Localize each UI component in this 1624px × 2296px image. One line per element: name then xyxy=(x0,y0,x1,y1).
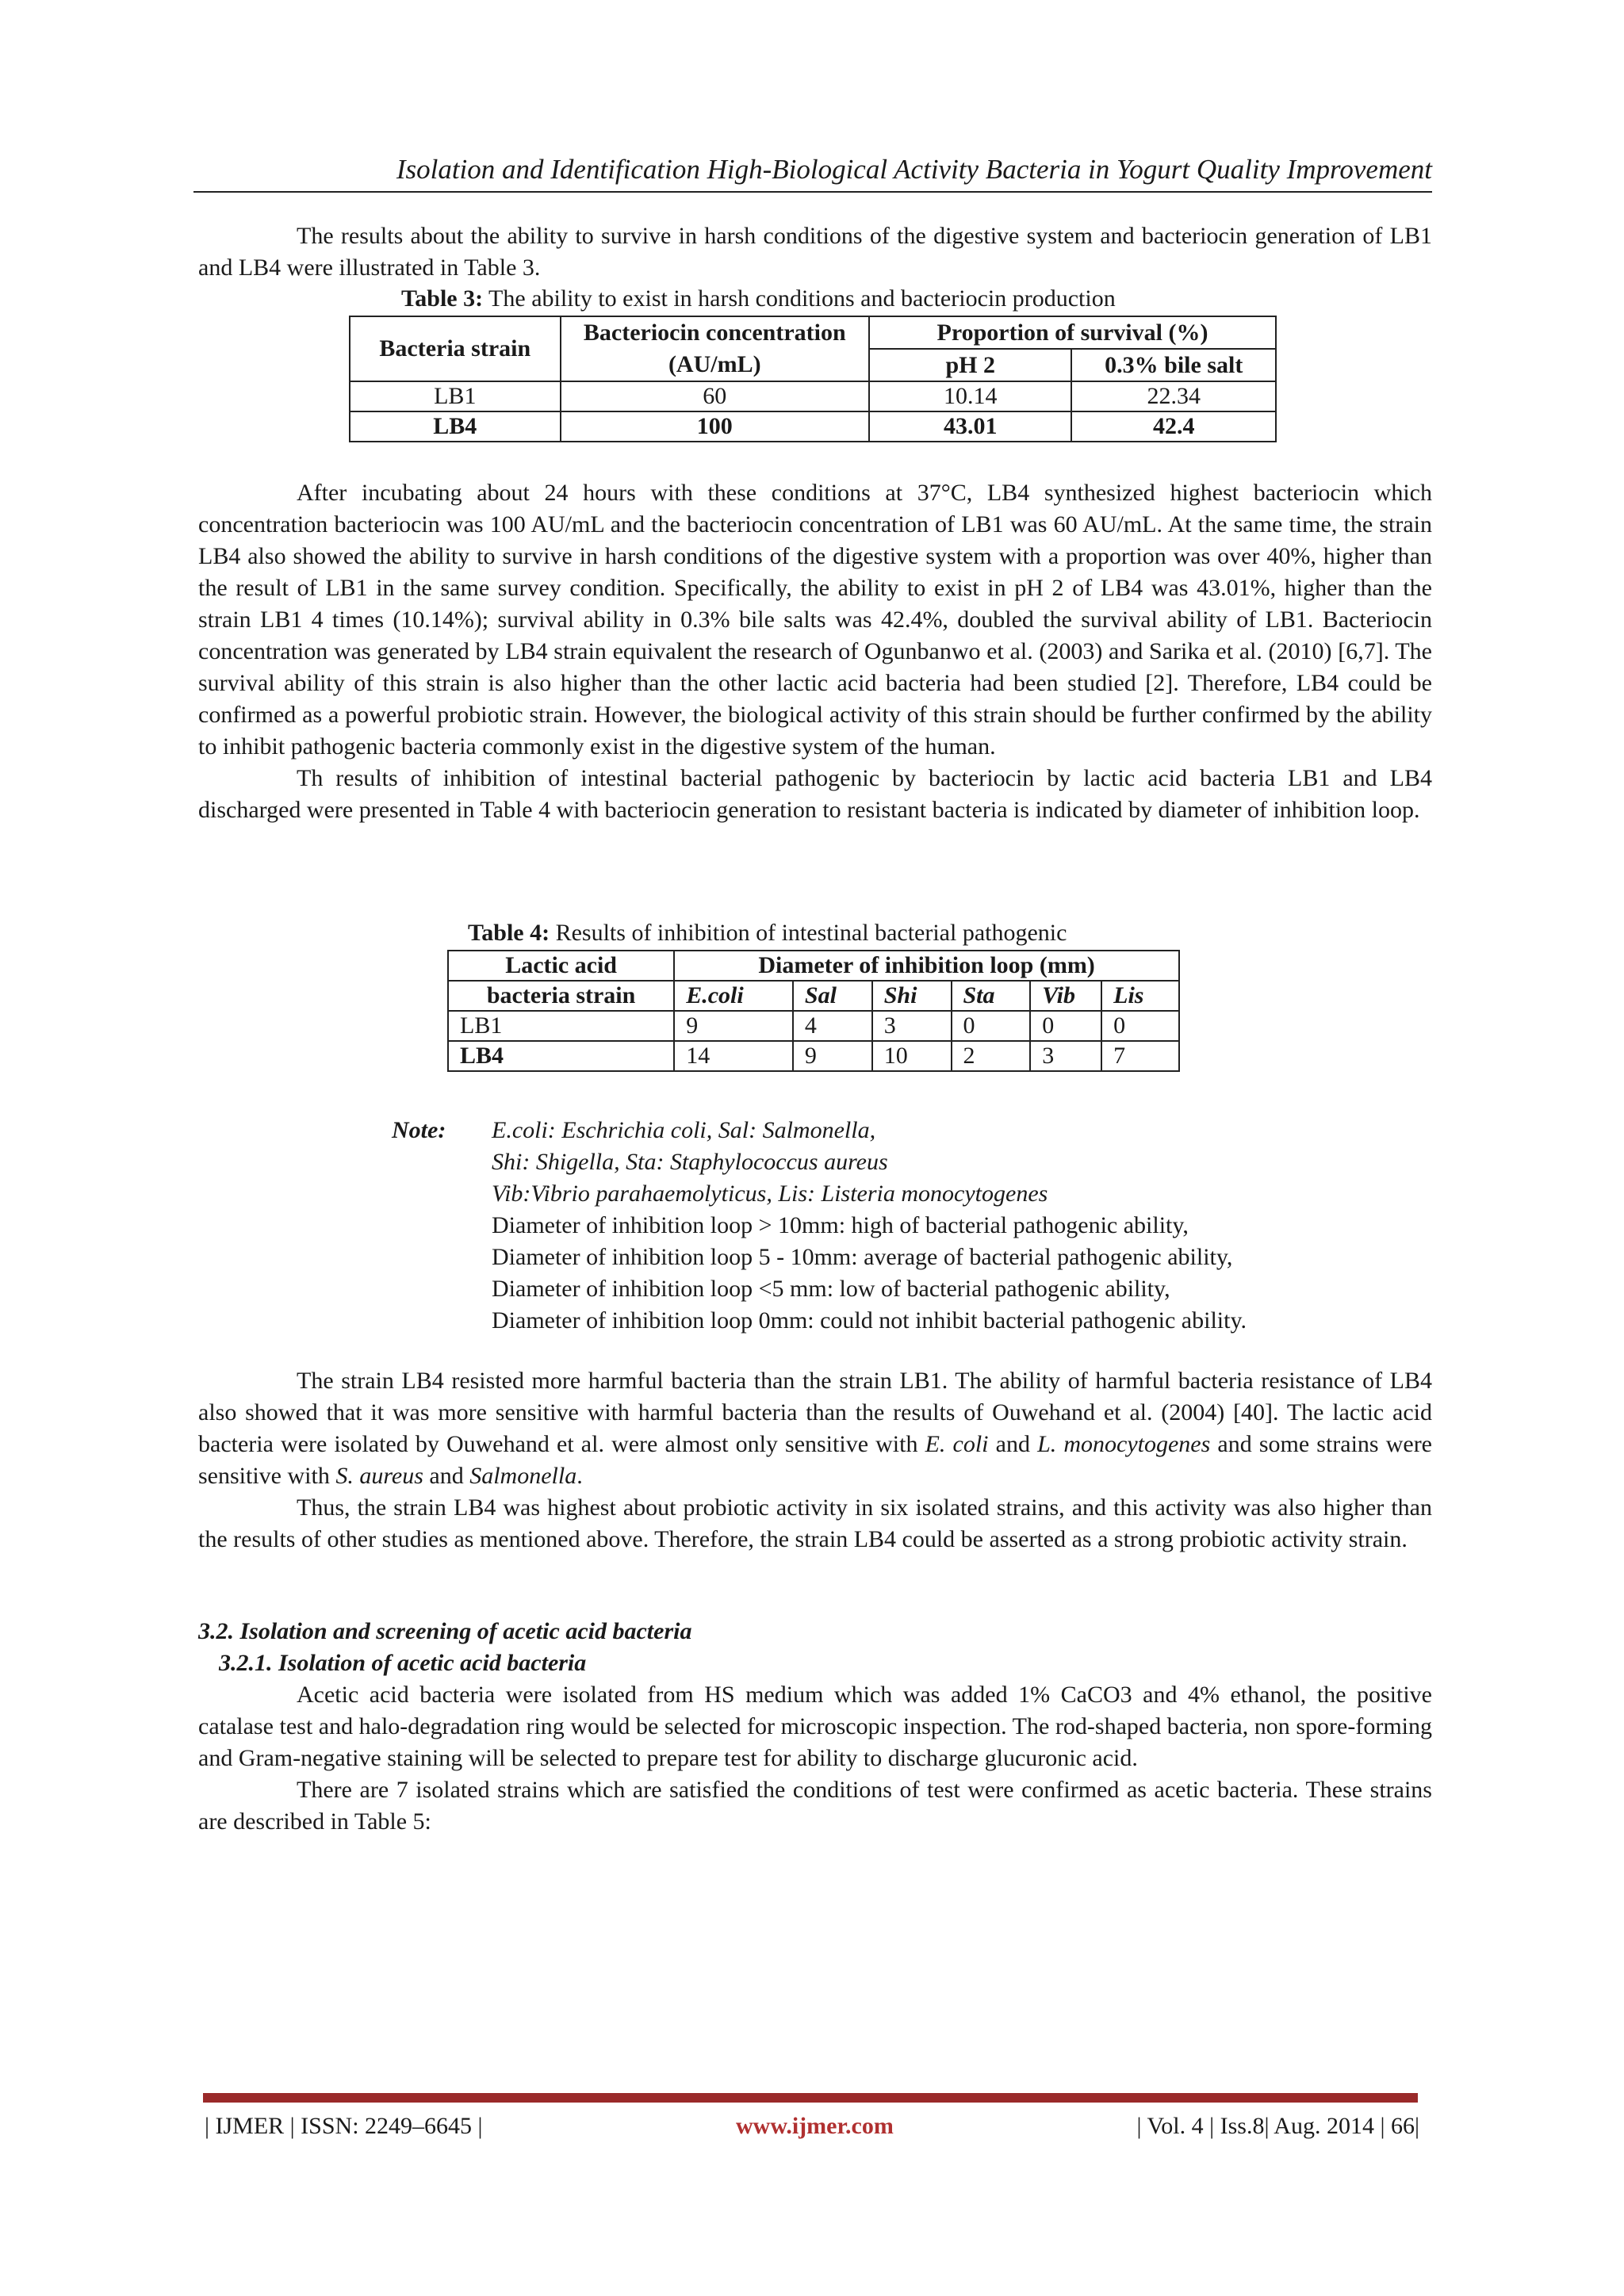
table4-header-strain-1: Lactic acid xyxy=(448,951,674,981)
table3-header-ph: pH 2 xyxy=(869,349,1072,381)
species-lmono: L. monocytogenes xyxy=(1037,1431,1211,1457)
table4-cell-value: 4 xyxy=(793,1011,872,1041)
species-ecoli: E. coli xyxy=(925,1431,989,1457)
table4 xyxy=(447,950,1180,1072)
table4-cell-value: 7 xyxy=(1101,1041,1179,1071)
table3-cell-ph: 43.01 xyxy=(869,411,1072,442)
text-run: and xyxy=(988,1431,1038,1457)
table4-header-shi: Shi xyxy=(872,981,952,1011)
table3-cell-ph: 10.14 xyxy=(869,381,1072,411)
table3-caption-label: Table 3: xyxy=(401,285,484,312)
note-line: Shi: Shigella, Sta: Staphylococcus aureus xyxy=(492,1149,888,1175)
footer-issue-info: | Vol. 4 | Iss.8| Aug. 2014 | 66| xyxy=(1136,2113,1419,2139)
table3-cell-bacteriocin: 100 xyxy=(561,411,869,442)
table-row xyxy=(448,1041,1179,1071)
table4-cell-value: 3 xyxy=(1030,1041,1101,1071)
paragraph-table3-intro: The results about the ability to survive in harsh conditions of the digestive system and bacteriocin generation of LB1 and LB4 were illustrated in Table 3. xyxy=(198,223,1432,281)
note-label: Note: xyxy=(392,1117,446,1143)
header-rule xyxy=(193,191,1432,193)
table4-cell-value: 14 xyxy=(674,1041,793,1071)
note-line: Diameter of inhibition loop > 10mm: high of bacterial pathogenic ability, xyxy=(492,1212,1189,1238)
table3-cell-strain: LB4 xyxy=(350,411,561,442)
table3-header-survival: Proportion of survival (%) xyxy=(869,316,1276,349)
table3 xyxy=(349,316,1277,442)
species-salmonella: Salmonella xyxy=(469,1463,577,1489)
table-row xyxy=(448,1011,1179,1041)
table4-cell-value: 2 xyxy=(952,1041,1031,1071)
table3-header-bile: 0.3% bile salt xyxy=(1071,349,1276,381)
table3-cell-strain: LB1 xyxy=(350,381,561,411)
table4-header-strain-2: bacteria strain xyxy=(448,981,674,1011)
text-run: The strain LB4 resisted more harmful bacteria than the strain LB1. The ability of harmful bacteria resistance of LB4 also showed that it was more sensitive with harmful bacteria than the results of Ouwehand et al. (2004) [40]. The lactic acid bacteria were isolated by Ouwehand et al. were almost only sensitive with xyxy=(198,1368,1432,1457)
paragraph-acetic-isolation: Acetic acid bacteria were isolated from HS medium which was added 1% CaCO3 and 4% ethanol, the positive catalase test and halo-degradation ring would be selected for microscopic inspection. The rod-shaped bacteria, non spore-forming and Gram-negative staining will be selected to prepare test for ability to discharge glucuronic acid. xyxy=(198,1682,1432,1771)
table4-cell-strain: LB4 xyxy=(448,1041,674,1071)
text-run: . xyxy=(576,1463,583,1489)
footer-website-link[interactable]: www.ijmer.com xyxy=(736,2113,894,2139)
running-head: Isolation and Identification High-Biological Activity Bacteria in Yogurt Quality Improvement xyxy=(396,154,1432,185)
conclusion-block xyxy=(198,1365,1432,1556)
paragraph-probiotic-summary: Thus, the strain LB4 was highest about probiotic activity in six isolated strains, and this activity was also higher than the results of other studies as mentioned above. Therefore, the strain LB4 could be asserted as a strong probiotic activity strain. xyxy=(198,1494,1432,1552)
section-heading-3-2: 3.2. Isolation and screening of acetic acid bacteria xyxy=(198,1618,692,1644)
species-saureus: S. aureus xyxy=(335,1463,423,1489)
table4-caption-text: Results of inhibition of intestinal bacterial pathogenic xyxy=(550,920,1067,946)
table4-header-sta: Sta xyxy=(952,981,1031,1011)
table4-caption xyxy=(468,918,1067,948)
table4-cell-strain: LB1 xyxy=(448,1011,674,1041)
table3-cell-bile: 22.34 xyxy=(1071,381,1276,411)
paragraph-resistance xyxy=(198,1365,1432,1492)
table3-caption xyxy=(401,284,1116,314)
table4-header-diameter: Diameter of inhibition loop (mm) xyxy=(674,951,1179,981)
note-line: Vib:Vibrio parahaemolyticus, Lis: Listeria monocytogenes xyxy=(492,1181,1048,1207)
section-heading-3-2-1: 3.2.1. Isolation of acetic acid bacteria xyxy=(219,1650,587,1676)
table4-header-sal: Sal xyxy=(793,981,872,1011)
table3-cell-bile: 42.4 xyxy=(1071,411,1276,442)
note-line: E.coli: Eschrichia coli, Sal: Salmonella, xyxy=(492,1117,876,1143)
footer-journal-info: | IJMER | ISSN: 2249–6645 | xyxy=(205,2113,483,2139)
note-line: Diameter of inhibition loop 0mm: could not inhibit bacterial pathogenic ability. xyxy=(492,1307,1247,1334)
paragraph-bacteriocin-results: After incubating about 24 hours with these conditions at 37°C, LB4 synthesized highest bacteriocin which concentration bacteriocin was 100 AU/mL and the bacteriocin concentration of LB1 was 60 AU/mL. At the same time, the strain LB4 also showed the ability to survive in harsh conditions of the digestive system with a proportion was over 40%, higher than the result of LB1 in the same survey condition. Specifically, the ability to exist in pH 2 of LB4 was 43.01%, higher than the strain LB1 4 times (10.14%); survival ability in 0.3% bile salts was 42.4%, doubled the survival ability of LB1. Bacteriocin concentration was generated by LB4 strain equivalent the research of Ogunbanwo et al. (2003) and Sarika et al. (2010) [6,7]. The survival ability of this strain is also higher than the other lactic acid bacteria had been studied [2]. Therefore, LB4 could be confirmed as a powerful probiotic strain. However, the biological activity of this strain should be further confirmed by the ability to inhibit pathogenic bacteria commonly exist in the digestive system of the human. xyxy=(198,480,1432,760)
text-run: and xyxy=(423,1463,470,1489)
table-row xyxy=(350,381,1276,411)
acetic-block xyxy=(198,1679,1432,1838)
table4-caption-label: Table 4: xyxy=(468,920,550,946)
table4-header-ecoli: E.coli xyxy=(674,981,793,1011)
table4-header-lis: Lis xyxy=(1101,981,1179,1011)
paragraph-table4-intro: Th results of inhibition of intestinal bacterial pathogenic by bacteriocin by lactic acid bacteria LB1 and LB4 discharged were presented in Table 4 with bacteriocin generation to resistant bacteria is indicated by diameter of inhibition loop. xyxy=(198,765,1432,823)
table4-cell-value: 3 xyxy=(872,1011,952,1041)
table4-cell-value: 0 xyxy=(1101,1011,1179,1041)
table3-caption-text: The ability to exist in harsh conditions and bacteriocin production xyxy=(483,285,1116,312)
note-line: Diameter of inhibition loop 5 - 10mm: average of bacterial pathogenic ability, xyxy=(492,1244,1233,1270)
table3-header-bacteriocin: Bacteriocin concentration (AU/mL) xyxy=(561,316,869,381)
table-row xyxy=(350,411,1276,442)
table4-cell-value: 0 xyxy=(952,1011,1031,1041)
discussion-block xyxy=(198,477,1432,826)
table4-cell-value: 9 xyxy=(793,1041,872,1071)
table4-cell-value: 10 xyxy=(872,1041,952,1071)
text-run: and some strains were sensitive with xyxy=(198,1431,1432,1489)
note-line: Diameter of inhibition loop <5 mm: low of bacterial pathogenic ability, xyxy=(492,1276,1170,1302)
table4-header-vib: Vib xyxy=(1030,981,1101,1011)
table4-cell-value: 9 xyxy=(674,1011,793,1041)
footer-bar xyxy=(203,2093,1418,2103)
intro-paragraph xyxy=(198,220,1432,284)
table4-cell-value: 0 xyxy=(1030,1011,1101,1041)
table3-header-strain: Bacteria strain xyxy=(350,316,561,381)
table3-cell-bacteriocin: 60 xyxy=(561,381,869,411)
paragraph-acetic-strains: There are 7 isolated strains which are satisfied the conditions of test were confirmed as acetic bacteria. These strains are described in Table 5: xyxy=(198,1777,1432,1835)
